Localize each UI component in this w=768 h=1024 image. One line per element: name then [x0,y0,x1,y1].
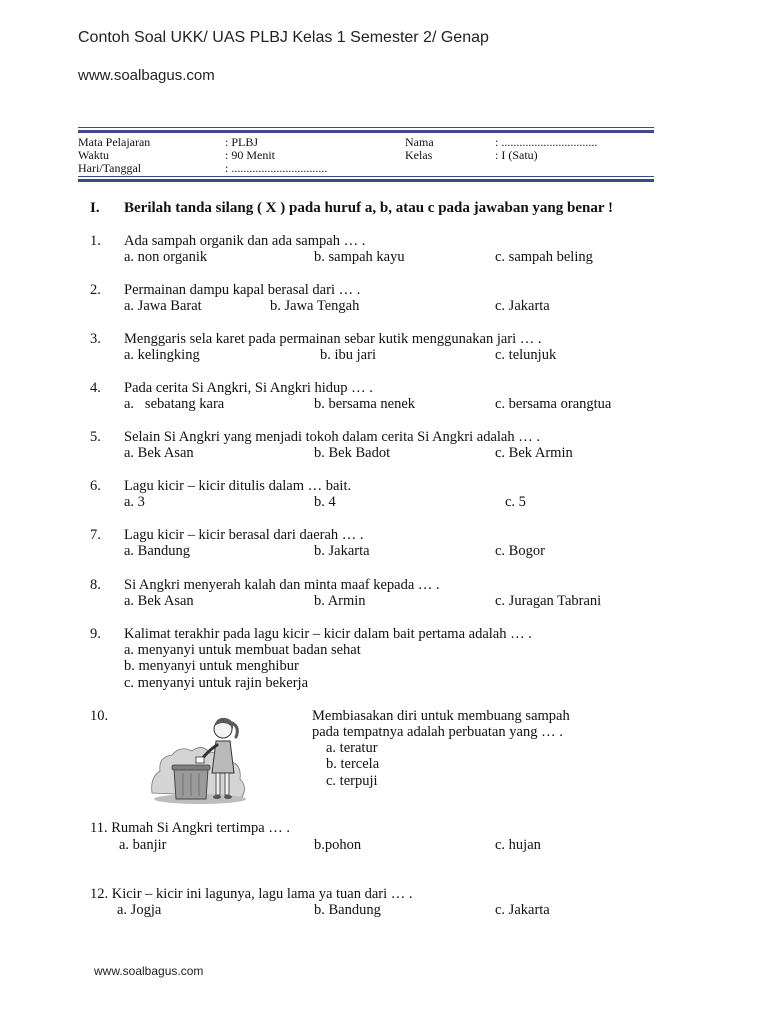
question-number: 9. [90,626,101,642]
option-b[interactable]: b. menyanyi untuk menghibur [124,658,299,674]
option-b[interactable]: b. Jawa Tengah [270,298,360,314]
option-c[interactable]: c. Jakarta [495,902,550,918]
question-text: Si Angkri menyerah kalah dan minta maaf kepada … . [124,577,440,593]
option-a[interactable]: a. Jawa Barat [124,298,202,314]
question-number: 5. [90,429,101,445]
option-c[interactable]: c. menyanyi untuk rajin bekerja [124,675,309,691]
option-c[interactable]: c. Jakarta [495,298,550,314]
question-text-line2: pada tempatnya adalah perbuatan yang … . [312,724,563,740]
option-b[interactable]: b. sampah kayu [314,249,405,265]
kelas-value: : I (Satu) [495,148,538,162]
option-b[interactable]: b. Jakarta [314,543,370,559]
option-a[interactable]: a. Bandung [124,543,191,559]
option-a[interactable]: a. banjir [119,837,167,853]
question-number: 3. [90,331,101,347]
question-text: Permainan dampu kapal berasal dari … . [124,282,361,298]
option-b[interactable]: b. ibu jari [320,347,376,363]
question-text: 11. Rumah Si Angkri tertimpa … . [90,820,291,836]
option-c[interactable]: c. terpuji [326,773,378,789]
option-b[interactable]: b. Bandung [314,902,381,918]
question-number: 4. [90,380,101,396]
info-bottom-thin-rule [78,176,654,177]
option-a[interactable]: a. sebatang kara [124,396,225,412]
option-b[interactable]: b. 4 [314,494,336,510]
option-c[interactable]: c. 5 [505,494,526,510]
question-text: 12. Kicir – kicir ini lagunya, lagu lama ya tuan dari … . [90,886,413,902]
option-c[interactable]: c. hujan [495,837,541,853]
option-c[interactable]: c. telunjuk [495,347,557,363]
option-c[interactable]: c. sampah beling [495,249,593,265]
info-top-thick-rule [78,130,654,133]
document-title: Contoh Soal UKK/ UAS PLBJ Kelas 1 Semester 2/ Genap [78,29,489,46]
option-a[interactable]: a. kelingking [124,347,200,363]
question-number: 2. [90,282,101,298]
nama-label: Nama [405,135,434,149]
waktu-label: Waktu [78,148,110,162]
question-number: 1. [90,233,101,249]
waktu-value: : 90 Menit [225,148,275,162]
question-number: 10. [90,708,109,724]
nama-value: : ................................ [495,135,598,149]
option-a[interactable]: a. non organik [124,249,208,265]
option-c[interactable]: c. bersama orangtua [495,396,612,412]
question-number: 7. [90,527,101,543]
option-a[interactable]: a. Bek Asan [124,593,194,609]
question-text: Kalimat terakhir pada lagu kicir – kicir dalam bait pertama adalah … . [124,626,532,642]
question-number: 8. [90,577,101,593]
question-text: Lagu kicir – kicir berasal dari daerah … . [124,527,364,543]
option-c[interactable]: c. Juragan Tabrani [495,593,602,609]
option-b[interactable]: b. Bek Badot [314,445,391,461]
question-text: Selain Si Angkri yang menjadi tokoh dalam cerita Si Angkri adalah … . [124,429,540,445]
kelas-label: Kelas [405,148,433,162]
website-link[interactable]: www.soalbagus.com [78,67,215,84]
question-text: Lagu kicir – kicir ditulis dalam … bait. [124,478,352,494]
option-b[interactable]: b. bersama nenek [314,396,416,412]
girl-throwing-trash-icon [150,707,250,807]
footer-website-link[interactable]: www.soalbagus.com [94,964,204,978]
option-c[interactable]: c. Bogor [495,543,545,559]
option-a[interactable]: a. 3 [124,494,145,510]
question-text: Pada cerita Si Angkri, Si Angkri hidup … . [124,380,373,396]
option-a[interactable]: a. menyanyi untuk membuat badan sehat [124,642,361,658]
option-b[interactable]: b. Armin [314,593,366,609]
mapel-label: Mata Pelajaran [78,135,151,149]
question-text-line1: Membiasakan diri untuk membuang sampah [312,708,570,724]
option-b[interactable]: b.pohon [314,837,362,853]
hari-label: Hari/Tanggal [78,161,142,175]
option-a[interactable]: a. Bek Asan [124,445,194,461]
question-text: Ada sampah organik dan ada sampah … . [124,233,366,249]
info-bottom-thick-rule [78,179,654,182]
mapel-value: : PLBJ [225,135,259,149]
question-text: Menggaris sela karet pada permainan sebar kutik menggunakan jari … . [124,331,542,347]
section-instruction: Berilah tanda silang ( X ) pada huruf a, b, atau c pada jawaban yang benar ! [124,200,613,216]
hari-value: : ................................ [225,161,328,175]
info-top-thin-rule [78,127,654,128]
option-c[interactable]: c. Bek Armin [495,445,573,461]
section-number: I. [90,200,100,216]
option-b[interactable]: b. tercela [326,756,380,772]
question-number: 6. [90,478,101,494]
option-a[interactable]: a. Jogja [117,902,162,918]
option-a[interactable]: a. teratur [326,740,378,756]
